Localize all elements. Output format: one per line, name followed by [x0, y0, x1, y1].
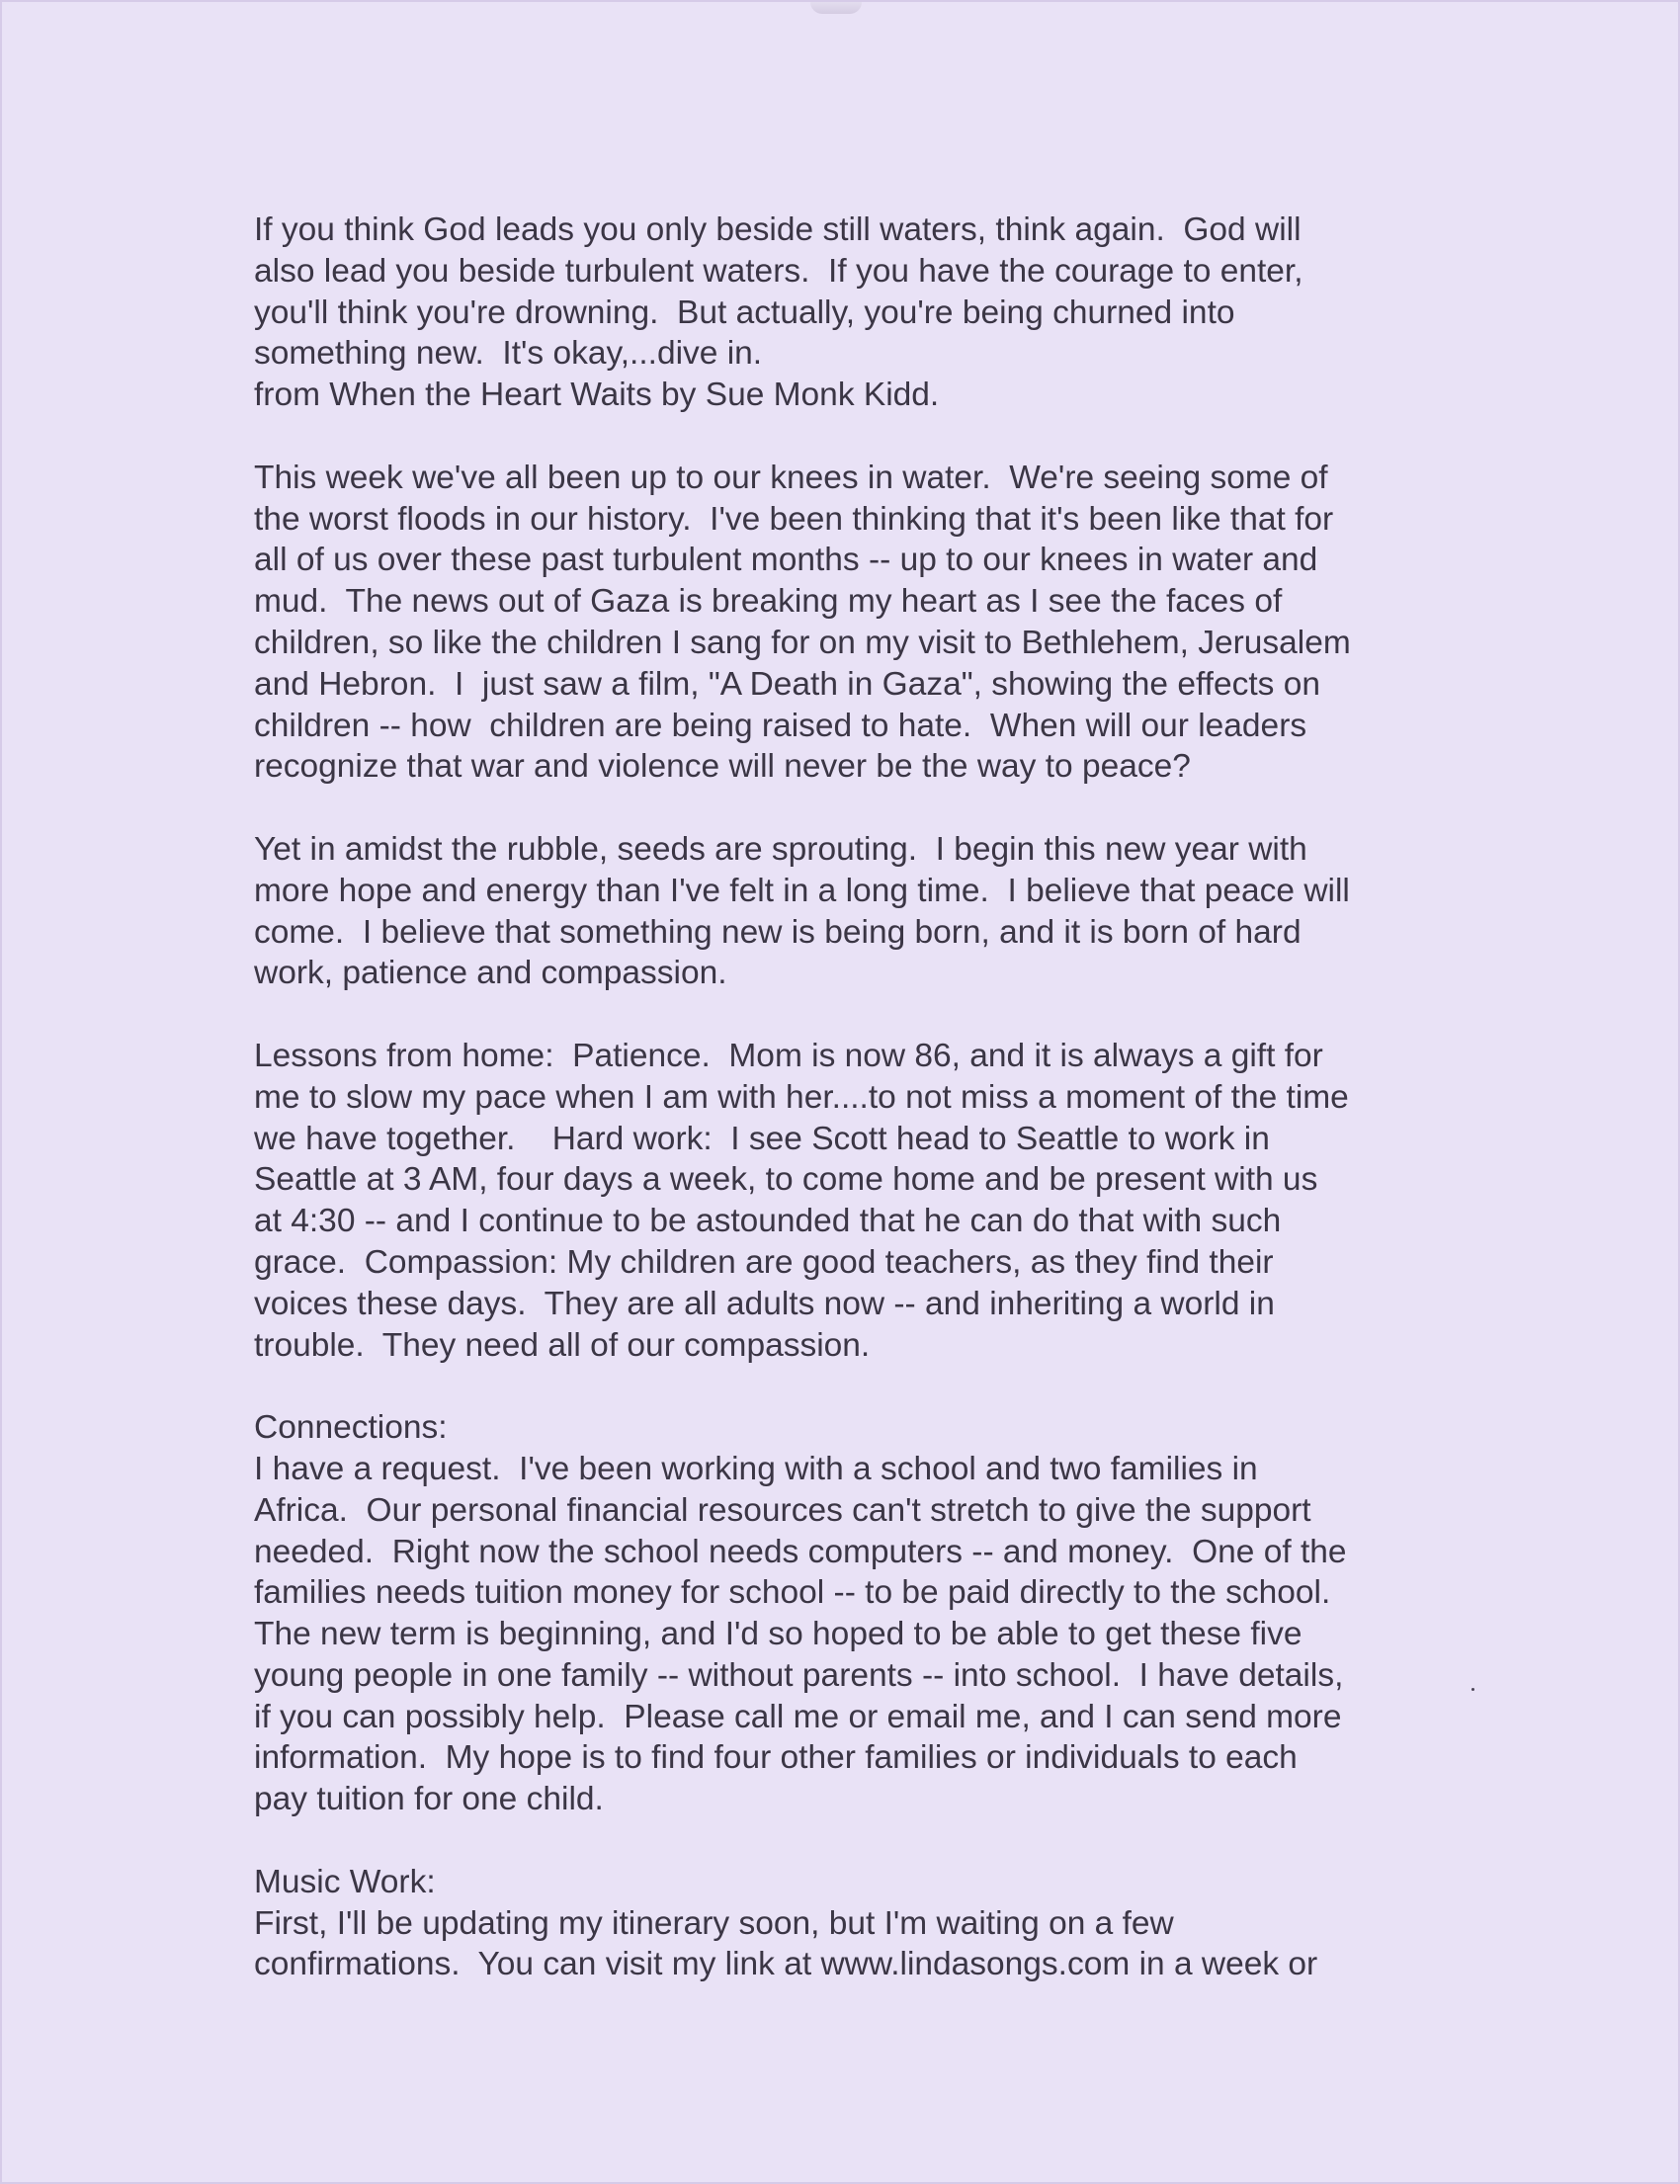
paragraph-music-work	[254, 1862, 1470, 1985]
text-line: needed. Right now the school needs computers -- and money. One of the	[254, 1533, 1347, 1570]
text-line: we have together. Hard work: I see Scott head to Seattle to work in	[254, 1120, 1270, 1157]
text-line: The new term is beginning, and I'd so hoped to be able to get these five	[254, 1616, 1302, 1653]
paragraph-hope	[254, 829, 1470, 994]
text-line: recognize that war and violence will never be the way to peace?	[254, 748, 1191, 786]
text-line: First, I'll be updating my itinerary soon, but I'm waiting on a few	[254, 1904, 1174, 1942]
paper-speck	[1471, 1688, 1474, 1691]
text-line: If you think God leads you only beside still waters, think again. God will	[254, 211, 1302, 248]
quote-attribution: from When the Heart Waits by Sue Monk Kidd.	[254, 377, 940, 414]
text-line: also lead you beside turbulent waters. If you have the courage to enter,	[254, 252, 1303, 290]
text-line: families needs tuition money for school -- to be paid directly to the school.	[254, 1574, 1331, 1612]
text-line: children -- how children are being raised to hate. When will our leaders	[254, 707, 1307, 744]
section-heading: Connections:	[254, 1409, 448, 1447]
staple-mark	[810, 2, 862, 14]
text-line: me to slow my pace when I am with her....to not miss a moment of the time	[254, 1078, 1349, 1116]
text-line: if you can possibly help. Please call me or email me, and I can send more	[254, 1698, 1342, 1735]
text-line: Yet in amidst the rubble, seeds are sprouting. I begin this new year with	[254, 830, 1307, 868]
letter-body	[254, 210, 1470, 2027]
text-line: information. My hope is to find four other families or individuals to each	[254, 1739, 1298, 1777]
text-line: This week we've all been up to our knees in water. We're seeing some of	[254, 459, 1328, 496]
section-heading: Music Work:	[254, 1863, 436, 1900]
text-line: Seattle at 3 AM, four days a week, to come home and be present with us	[254, 1161, 1318, 1199]
text-line: confirmations. You can visit my link at www.lindasongs.com in a week or	[254, 1946, 1318, 1983]
text-line: voices these days. They are all adults now -- and inheriting a world in	[254, 1285, 1275, 1322]
text-line: young people in one family -- without parents -- into school. I have details,	[254, 1656, 1344, 1694]
paragraph-floods	[254, 458, 1470, 788]
paragraph-quote	[254, 210, 1470, 416]
text-line: more hope and energy than I've felt in a long time. I believe that peace will	[254, 872, 1350, 909]
text-line: pay tuition for one child.	[254, 1781, 604, 1818]
paragraph-lessons	[254, 1036, 1470, 1366]
text-line: children, so like the children I sang for on my visit to Bethlehem, Jerusalem	[254, 624, 1351, 661]
text-line: all of us over these past turbulent months -- up to our knees in water and	[254, 542, 1318, 579]
text-line: mud. The news out of Gaza is breaking my heart as I see the faces of	[254, 583, 1283, 621]
text-line: something new. It's okay,...dive in.	[254, 335, 763, 373]
paragraph-connections	[254, 1407, 1470, 1820]
text-line: Lessons from home: Patience. Mom is now 86, and it is always a gift for	[254, 1037, 1323, 1074]
text-line: come. I believe that something new is being born, and it is born of hard	[254, 913, 1302, 951]
text-line: the worst floods in our history. I've been thinking that it's been like that for	[254, 500, 1334, 538]
text-line: grace. Compassion: My children are good teachers, as they find their	[254, 1243, 1274, 1281]
text-line: I have a request. I've been working with a school and two families in	[254, 1450, 1258, 1487]
text-line: trouble. They need all of our compassion.	[254, 1326, 871, 1364]
text-line: work, patience and compassion.	[254, 955, 727, 992]
text-line: Africa. Our personal financial resources can't stretch to give the support	[254, 1491, 1311, 1529]
text-line: and Hebron. I just saw a film, "A Death in Gaza", showing the effects on	[254, 665, 1320, 703]
text-line: at 4:30 -- and I continue to be astounded that he can do that with such	[254, 1203, 1282, 1240]
text-line: you'll think you're drowning. But actually, you're being churned into	[254, 294, 1235, 331]
